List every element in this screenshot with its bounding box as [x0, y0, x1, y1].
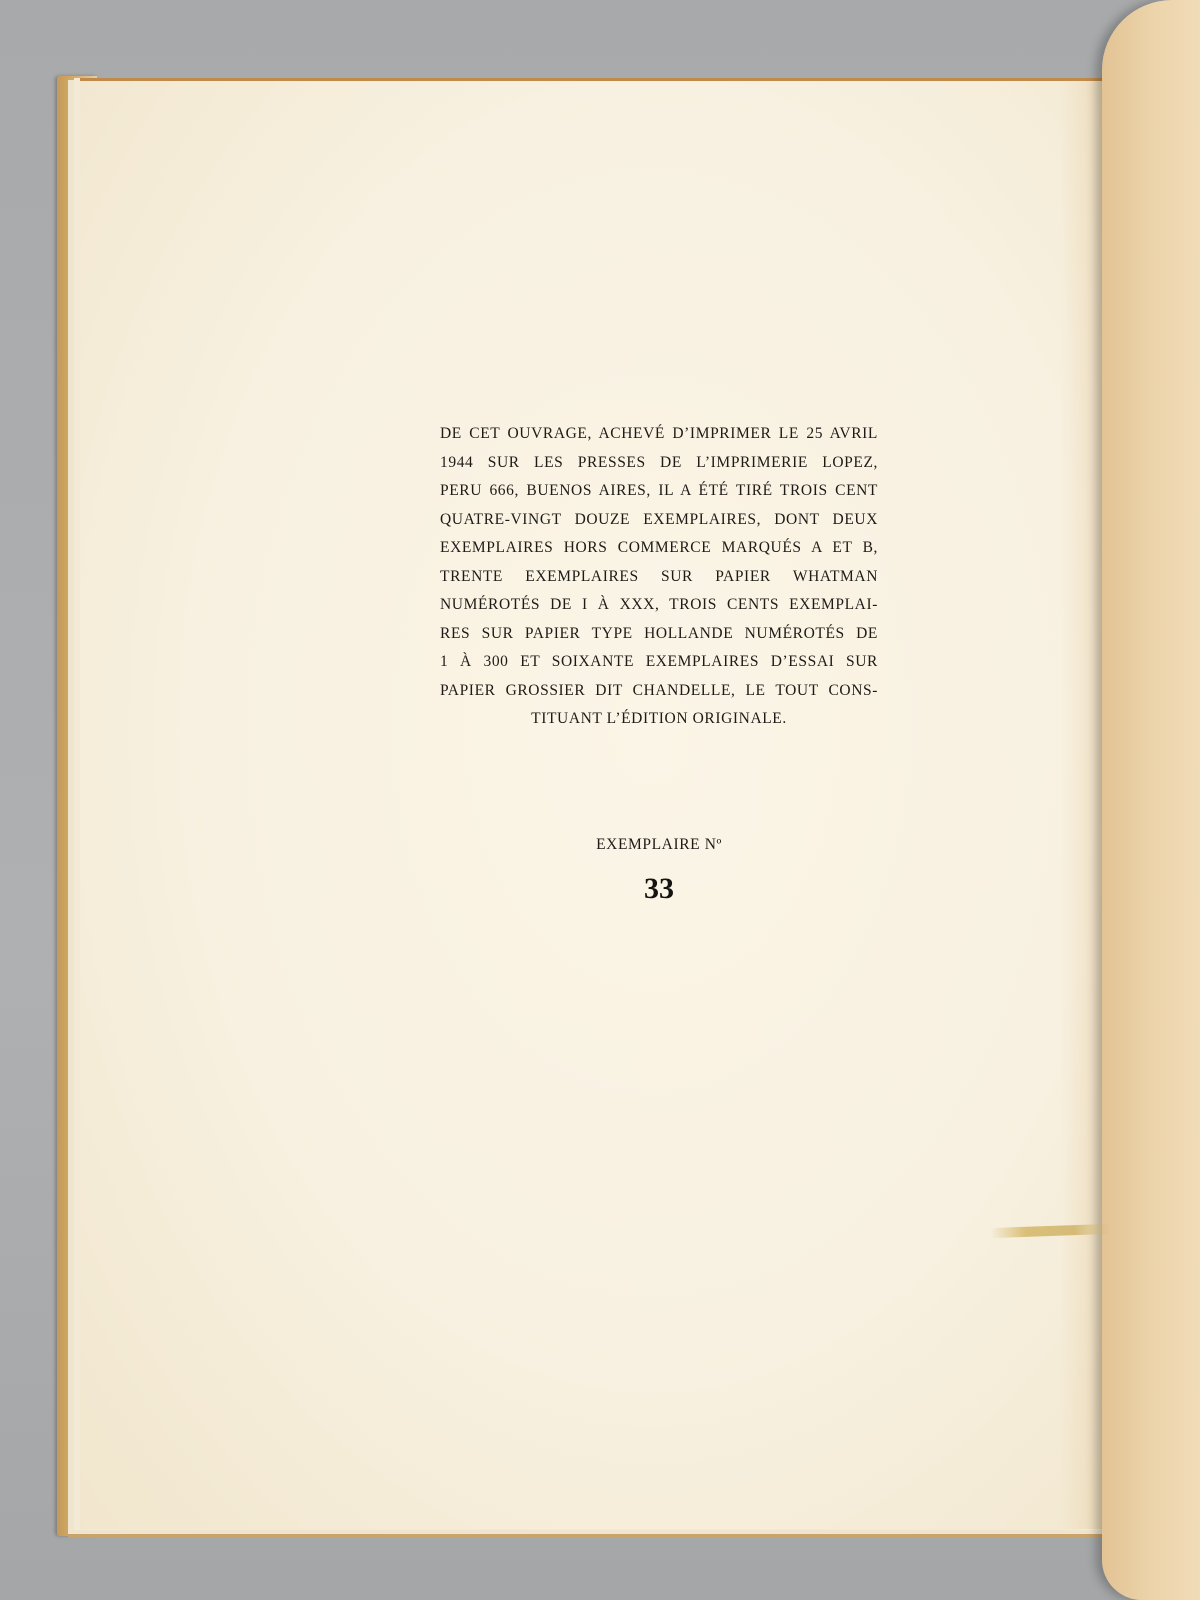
- colophon-line: TRENTE EXEMPLAIRES SUR PAPIER WHATMAN: [440, 567, 878, 585]
- colophon-line: PERU 666, BUENOS AIRES, IL A ÉTÉ TIRÉ TROIS CENT: [440, 482, 878, 499]
- exemplaire-label: EXEMPLAIRE Nº: [596, 836, 722, 853]
- book-page: [80, 78, 1120, 1529]
- colophon-line: EXEMPLAIRES HORS COMMERCE MARQUÉS A ET B,: [440, 539, 878, 556]
- colophon-text: [440, 420, 878, 734]
- colophon-line: QUATRE-VINGT DOUZE EXEMPLAIRES, DONT DEUX: [440, 510, 878, 528]
- colophon-line-final: TITUANT L’ÉDITION ORIGINALE.: [531, 710, 787, 727]
- colophon-line: 1 À 300 ET SOIXANTE EXEMPLAIRES D’ESSAI SUR: [440, 653, 878, 670]
- colophon-line: PAPIER GROSSIER DIT CHANDELLE, LE TOUT CONS-: [440, 681, 878, 699]
- colophon-line: 1944 SUR LES PRESSES DE L’IMPRIMERIE LOPEZ,: [440, 453, 878, 471]
- facing-page-curl: [1102, 0, 1200, 1600]
- exemplaire-number: 33: [644, 872, 674, 905]
- colophon-line: RES SUR PAPIER TYPE HOLLANDE NUMÉROTÉS DE: [440, 624, 878, 642]
- colophon-line: NUMÉROTÉS DE I À XXX, TROIS CENTS EXEMPLAI-: [440, 596, 878, 613]
- colophon-line: DE CET OUVRAGE, ACHEVÉ D’IMPRIMER LE 25 AVRIL: [440, 425, 878, 442]
